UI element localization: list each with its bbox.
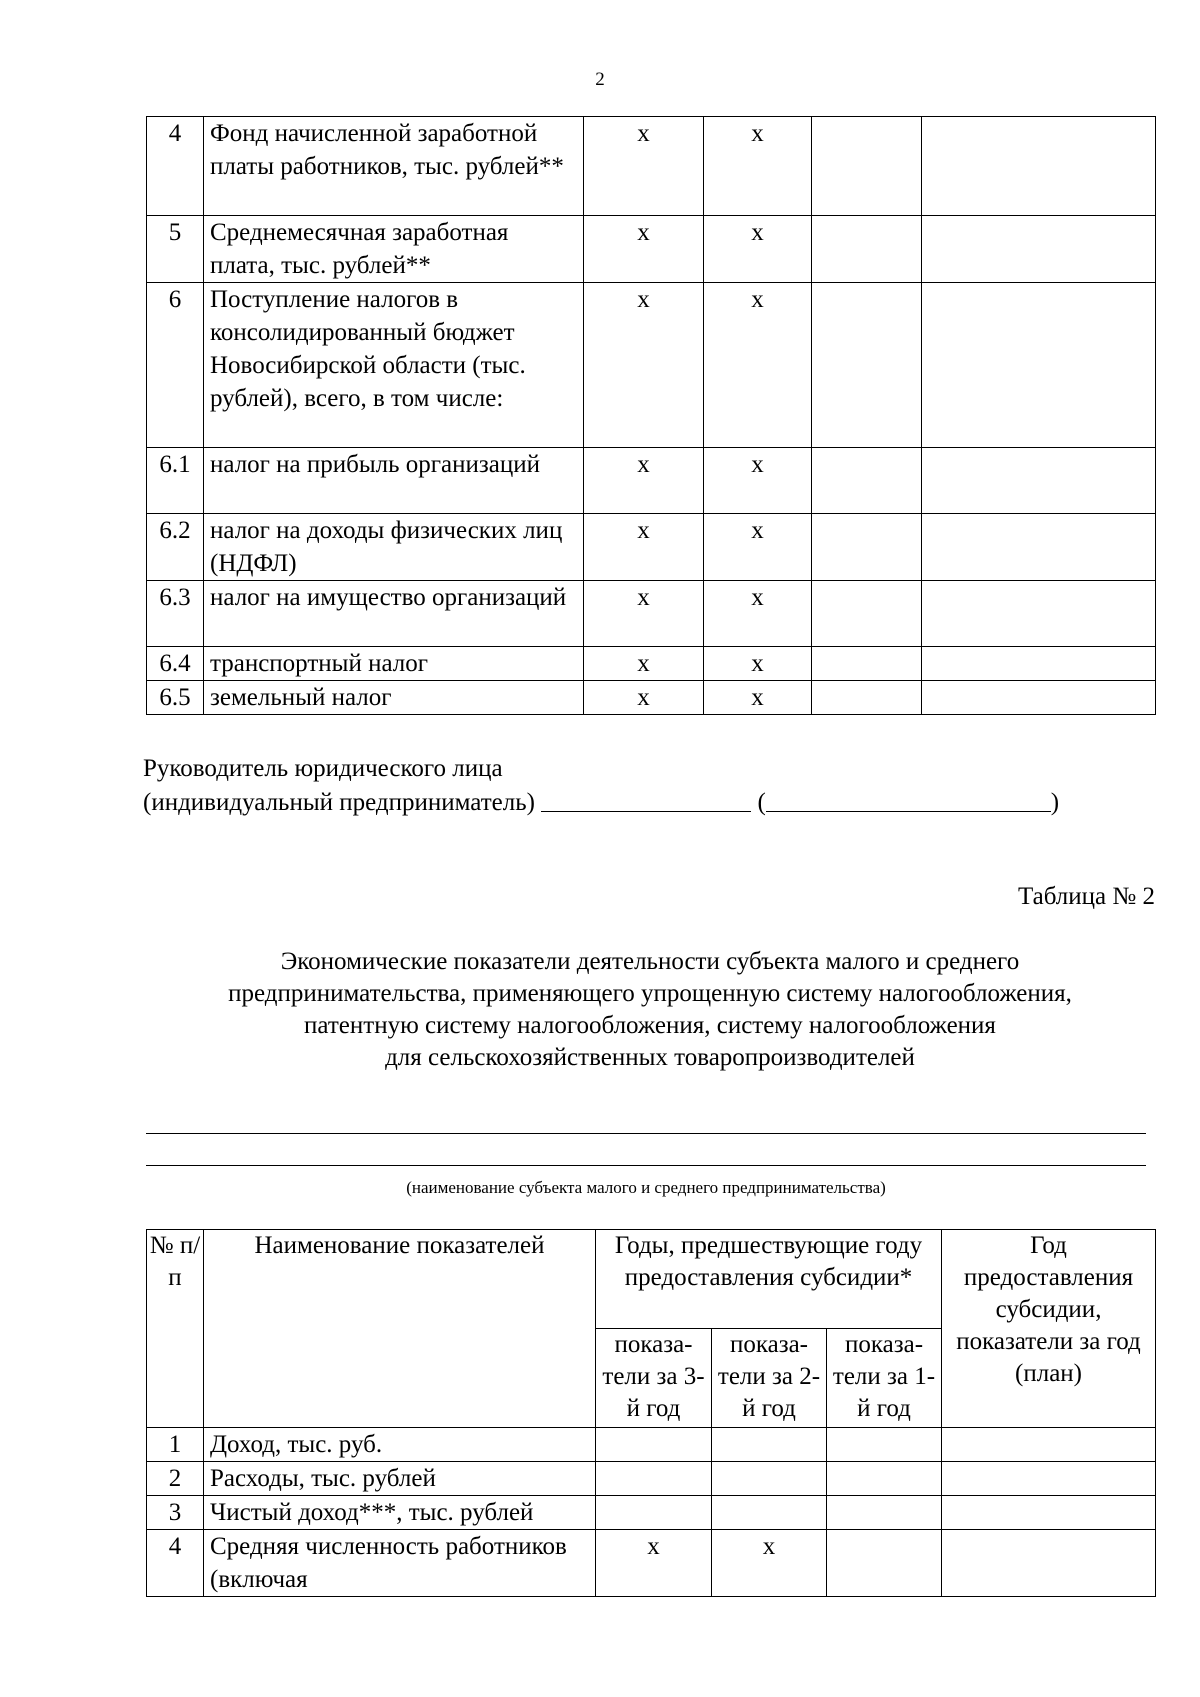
cell-grant-year [942,1496,1156,1530]
table-2-label: Таблица № 2 [1017,883,1155,910]
cell-grant-year [922,647,1156,681]
cell-year-1 [812,681,922,715]
cell-year-3: x [584,448,704,514]
table-row [147,681,1156,715]
row-number: 5 [147,216,204,283]
indicator-name: налог на доходы физических лиц (НДФЛ) [204,514,584,581]
row-number: 4 [147,1530,204,1597]
cell-year-1 [827,1462,942,1496]
indicators-table-2 [146,1229,1156,1597]
signature-field[interactable] [541,785,751,812]
cell-year-1 [827,1428,942,1462]
cell-year-3: x [596,1530,712,1597]
cell-year-1 [827,1496,942,1530]
row-number: 6.3 [147,581,204,647]
cell-grant-year [922,216,1156,283]
cell-grant-year [922,581,1156,647]
heading-line: для сельскохозяйственных товаропроизводителей [385,1044,915,1071]
indicator-name: Средняя численность работников (включая [204,1530,596,1597]
indicator-name: налог на имущество организаций [204,581,584,647]
cell-grant-year [922,283,1156,448]
indicator-name: Среднемесячная заработная плата, тыс. рублей** [204,216,584,283]
cell-year-1 [812,647,922,681]
row-number: 6.5 [147,681,204,715]
row-number: 2 [147,1462,204,1496]
cell-grant-year [942,1462,1156,1496]
indicator-name: Расходы, тыс. рублей [204,1462,596,1496]
cell-grant-year [942,1428,1156,1462]
indicator-name: земельный налог [204,681,584,715]
cell-year-2: x [712,1530,827,1597]
cell-year-2: x [704,216,812,283]
cell-year-1 [827,1530,942,1597]
signature-role: (индивидуальный предприниматель) [143,789,535,816]
heading-line: предпринимательства, применяющего упрощенную систему налогообложения, [228,980,1072,1007]
cell-year-3: x [584,581,704,647]
table-row [147,647,1156,681]
row-number: 6.4 [147,647,204,681]
indicator-name: транспортный налог [204,647,584,681]
header-row [147,1230,1156,1329]
table-2-heading [120,946,1180,1074]
table-row [147,1462,1156,1496]
row-number: 6 [147,283,204,448]
header-year-2: показа-тели за 2-й год [712,1329,827,1428]
indicator-name: Доход, тыс. руб. [204,1428,596,1462]
close-paren: ) [1050,789,1060,816]
cell-year-1 [812,216,922,283]
table-row [147,581,1156,647]
row-number: 3 [147,1496,204,1530]
entity-caption: (наименование субъекта малого и среднего предпринимательства) [406,1178,886,1197]
cell-year-2: x [704,681,812,715]
cell-year-2 [712,1462,827,1496]
cell-year-3: x [584,647,704,681]
signature-block [143,752,1143,819]
indicator-name: Фонд начисленной заработной платы работников, тыс. рублей** [204,117,584,216]
cell-year-1 [812,283,922,448]
cell-grant-year [922,117,1156,216]
cell-grant-year [922,514,1156,581]
cell-year-3 [596,1428,712,1462]
header-years-before: Годы, предшествующие году предоставления субсидии* [596,1230,942,1329]
signature-title: Руководитель юридического лица [143,755,503,782]
table-row [147,448,1156,514]
cell-year-3: x [584,117,704,216]
cell-year-3: x [584,681,704,715]
table-row [147,216,1156,283]
cell-year-2: x [704,448,812,514]
entity-name-line-1[interactable] [146,1133,1146,1134]
cell-year-3: x [584,216,704,283]
cell-year-2 [712,1428,827,1462]
table-row [147,1496,1156,1530]
header-indicator-name: Наименование показателей [204,1230,596,1428]
header-year-1: показа-тели за 1-й год [827,1329,942,1428]
cell-year-2: x [704,514,812,581]
heading-line: патентную систему налогообложения, систему налогообложения [304,1012,996,1039]
cell-year-3: x [584,283,704,448]
page-number: 2 [595,69,605,90]
cell-year-2 [712,1496,827,1530]
table-row [147,1530,1156,1597]
cell-year-3 [596,1462,712,1496]
cell-grant-year [922,448,1156,514]
cell-year-2: x [704,283,812,448]
table-row [147,514,1156,581]
indicators-table-continued [146,116,1156,715]
heading-line: Экономические показатели деятельности субъекта малого и среднего [280,948,1020,975]
cell-grant-year [922,681,1156,715]
header-year-3: показа-тели за 3-й год [596,1329,712,1428]
cell-year-3: x [584,514,704,581]
cell-grant-year [942,1530,1156,1597]
indicator-name: налог на прибыль организаций [204,448,584,514]
cell-year-2: x [704,581,812,647]
cell-year-2: x [704,647,812,681]
signature-name-field[interactable] [766,785,1051,812]
row-number: 6.2 [147,514,204,581]
table-row [147,283,1156,448]
cell-year-1 [812,581,922,647]
open-paren: ( [757,789,766,816]
cell-year-1 [812,514,922,581]
row-number: 6.1 [147,448,204,514]
header-grant-year: Год предоставления субсидии, показатели за год (план) [942,1230,1156,1428]
cell-year-1 [812,448,922,514]
row-number: 4 [147,117,204,216]
cell-year-3 [596,1496,712,1530]
indicator-name: Поступление налогов в консолидированный бюджет Новосибирской области (тыс. рублей), всего, в том числе: [204,283,584,448]
indicator-name: Чистый доход***, тыс. рублей [204,1496,596,1530]
table-row [147,1428,1156,1462]
header-number: № п/п [147,1230,204,1428]
table-row [147,117,1156,216]
cell-year-1 [812,117,922,216]
entity-name-line-2[interactable] [146,1165,1146,1166]
row-number: 1 [147,1428,204,1462]
cell-year-2: x [704,117,812,216]
signature-line [143,785,1143,819]
